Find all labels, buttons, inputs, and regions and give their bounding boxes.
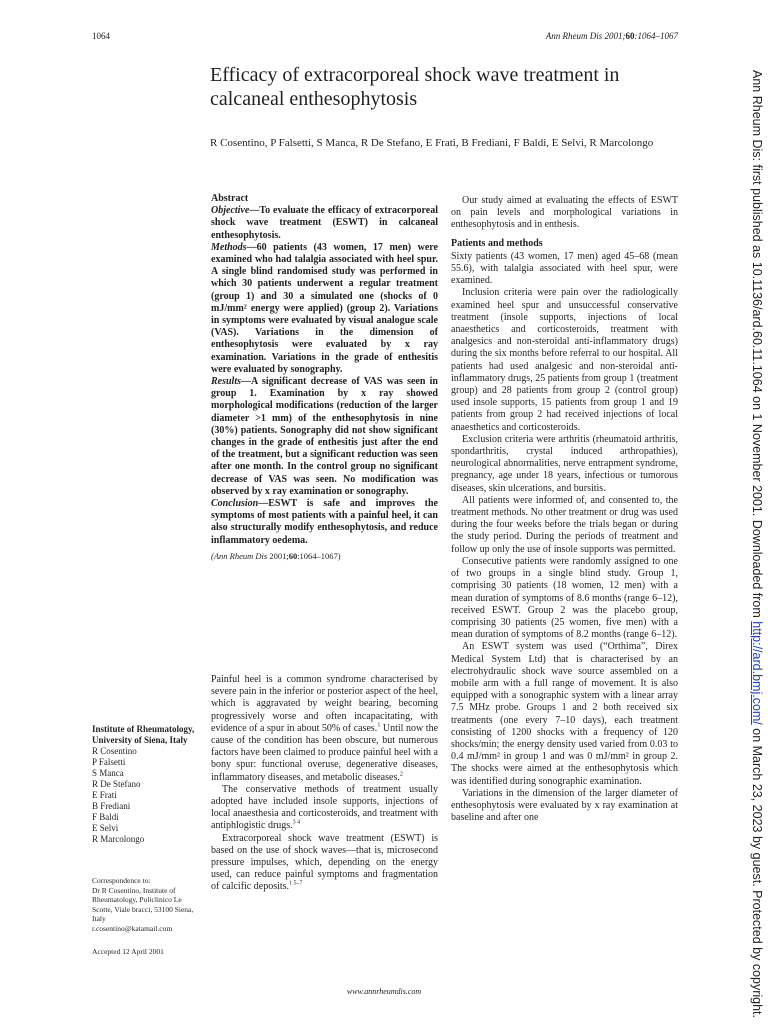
affiliation [92,724,202,845]
running-head [546,31,678,41]
methods-paragraph-2: Inclusion criteria were pain over the radiologically examined heel spur and unsuccessful conservative treatment (insole supports, injections of local anaesthetics and corticosteroids, treatment with analgesics and non-steroidal anti-inflammatory drugs) during the six months before referral to our hospital. All patients had used analgesic and non-steroidal anti-inflammatory drugs, 25 patients from group 1 (treatment group) and 28 patients from group 2 (control group) used insole supports, 15 patients from group 1 and 19 patients from group 2 had received injections of local anaesthetics and corticosteroids. [451,287,678,433]
objective-text: —To evaluate the efficacy of extracorporeal shock wave treatment (ESWT) in calcaneal enthesophytosis. [211,205,438,241]
running-head-pages: :1064–1067 [634,31,678,41]
intro-p1b-ref: 2 [399,771,403,778]
article-authors: R Cosentino, P Falsetti, S Manca, R De Stefano, E Frati, B Frediani, F Baldi, E Selvi, R Marcolongo [210,137,654,149]
intro-p1-text: Painful heel is a common syndrome characterised by severe pain in the inferior or posterior aspect of the heel, which is aggravated by weight bearing, becoming progressively worse and often incapacitating, with evidence of a spur in about 50% of cases. [211,674,438,734]
results-label: Results [211,376,242,388]
affiliation-name: R Cosentino [92,746,137,756]
methods-paragraph-4: All patients were informed of, and consented to, the treatment methods. No other treatment or drug was used during the four weeks before the trials began or during the study period. During the periods of treatment and follow up only the use of insole supports was permitted. [451,494,678,555]
citation-volume: 60 [288,550,298,561]
intro-p1-ref: 1 [377,722,381,729]
accepted-date: Accepted 12 April 2001 [92,947,164,956]
affiliation-name: E Selvi [92,823,119,833]
methods-paragraph-7: Variations in the dimension of the larger diameter of enthesophytosis were evaluated by x ray examination at baseline and after one [451,787,678,824]
intro-p3-text: Extracorporeal shock wave treatment (ESWT) is based on the use of shock waves—that is, microsecond pressure impulses, which, depending on the energy used, can reduce painful symptoms and fragmentation of calcific deposits. [211,832,438,893]
methods-paragraph-5: Consecutive patients were randomly assigned to one of two groups in a single blind study. Group 1, comprising 30 patients (18 women, 12 men) with a mean duration of symptoms of 8.6 months (range 6–12), received ESWT. Group 2 was the placebo group, comprising 30 patients (25 women, five men) with a mean duration of symptoms of 8.2 months (range 6–12). [451,555,678,641]
intro-paragraph-3 [211,833,438,894]
side-notice-link[interactable]: http://ard.bmj.com/ [750,621,764,725]
article-title: Efficacy of extracorporeal shock wave treatment in calcaneal enthesophytosis [210,64,620,110]
affiliation-name: R Marcolongo [92,834,145,844]
page-number: 1064 [92,31,110,41]
affiliation-name: P Falsetti [92,757,126,767]
methods-paragraph-6: An ESWT system was used (“Orthima”, Direx Medical System Ltd) that is characterised by an electrohydraulic shock wave source assembled on a mobile arm with a full range of movement. It is also equipped with a sonographic system with a linear array 7.5 MHz probe. Groups 1 and 2 both received six treatments (one every 7–10 days), each treatment consisting of 1200 shocks with a frequency of 120 shocks/min; the energy density used varied from 0.03 to 0.4 mJ/mm² in group 1 and was 0 mJ/mm² in group 2. The shocks were aimed at the enthesophytosis which was identified during sonographic examination. [451,641,678,787]
affiliation-name: E Frati [92,790,117,800]
objective-label: Objective [211,205,250,217]
affiliation-institute: Institute of Rheumatology, University of Siena, Italy [92,724,195,745]
conclusion-label: Conclusion [211,498,259,510]
methods-label: Methods [211,241,247,253]
intro-p3-ref: 1 5–7 [289,881,303,888]
intro-paragraph-2 [211,784,438,833]
affiliation-name: R De Stefano [92,779,141,789]
methods-text: —60 patients (43 women, 17 men) were examined who had talalgia associated with heel spur. A single blind randomised study was performed in which 30 patients underwent a regular treatment (group 1) and 30 a simulated one (shocks of 0 mJ/mm² energy were applied) (group 2). Variations in symptoms were evaluated by visual analogue scale (VAS). Variations in the dimension of enthesophytosis were evaluated by x ray examination. Variations in the grade of enthesitis were evaluated by sonography. [211,241,438,375]
side-copyright-notice [750,70,764,1018]
running-head-journal: Ann Rheum Dis [545,31,603,41]
methods-paragraph-1: Sixty patients (43 women, 17 men) aged 45–68 (mean 55.6), with talalgia associated with heel spur, were examined. [451,250,678,287]
abstract-heading: Abstract [211,193,249,204]
correspondence-email[interactable]: r.cosentino@katamail.com [92,923,173,933]
correspondence-label: Correspondence to: [92,876,151,885]
conclusion-text: —ESWT is safe and improves the symptoms of most patients with a painful heel, it can also structurally modify enthesophytosis, and reduce inflammatory oedema. [211,498,438,546]
citation-journal: (Ann Rheum Dis [211,550,268,561]
intro-p1b-text: Until now the cause of the condition has been obscure, but numerous factors have been claimed to produce painful heel with a bony spur: functional overuse, degenerative diseases, inflammatory diseases, and metabolic diseases. [211,722,439,783]
citation-pages: :1064–1067) [297,550,341,561]
side-notice-after: on March 23, 2023 by guest. Protected by copyright. [750,724,764,1019]
running-head-volume: 60 [625,31,635,41]
section-heading-patients-methods: Patients and methods [451,237,543,249]
right-column [451,195,678,824]
correspondence-address: Dr R Cosentino, Institute of Rheumatology, Policlinico Le Scotte, Viale bracci, 53100 Siena, Italy [92,885,194,923]
intro-p2-text: The conservative methods of treatment usually adopted have included insole supports, injections of local anaesthesia and corticosteroids, and treatment with antiphlogistic drugs. [211,783,438,832]
abstract [211,193,438,562]
correspondence [92,876,204,933]
results-text: —A significant decrease of VAS was seen in group 1. Examination by x ray showed morphological modifications (reduction of the larger diameter >1 mm) of the enthesophytosis in nine (30%) patients. Sonography did not show significant changes in the grade of enthesitis just after the end of the treatment, but a significant reduction was seen after one month. In the control group no significant decrease of VAS was seen. No modification was observed by x ray examination or sonography. [211,376,438,497]
affiliation-name: B Frediani [92,801,131,811]
aim-paragraph: Our study aimed at evaluating the effects of ESWT on pain levels and morphological variations in enthesophytosis and in enthesis. [451,195,678,231]
affiliation-name: S Manca [92,768,124,778]
abstract-citation [211,550,438,562]
citation-year: 2001; [267,550,289,561]
side-notice-before: Ann Rheum Dis: first published as 10.1136/ard.60.11.1064 on 1 November 2001. Downloaded from [750,70,764,622]
running-head-year: 2001; [604,31,626,41]
affiliation-name: F Baldi [92,812,119,822]
methods-paragraph-3: Exclusion criteria were arthritis (rheumatoid arthritis, spondarthritis, crystal induced arthropathies), neurological abnormalities, nerve entrapment syndrome, pregnancy, age under 18 years, infectious or tumorous diseases, skin ulcerations, and bursitis. [451,433,678,494]
intro-paragraph-1 [211,674,438,784]
footer-url: www.annrheumdis.com [346,987,422,996]
intro-p2-ref: 3 4 [292,820,301,827]
introduction [211,674,438,894]
